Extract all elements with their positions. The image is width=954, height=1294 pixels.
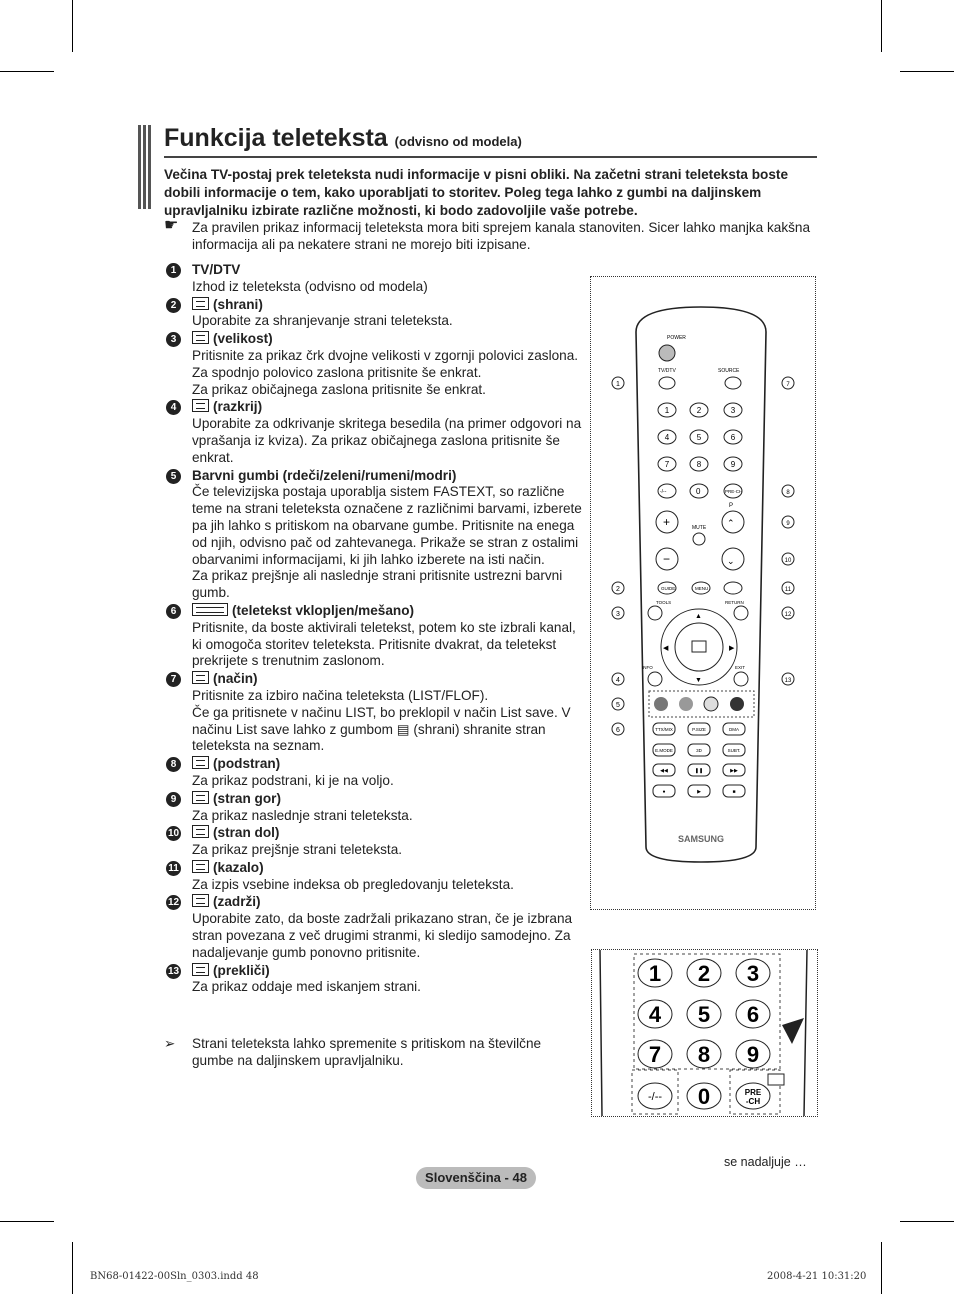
zoom-digit-1-label: 1 — [648, 961, 662, 986]
svg-text:⌄: ⌄ — [727, 556, 735, 566]
item-number-badge: 9 — [166, 792, 181, 807]
callout-13-label: 13 — [784, 678, 792, 684]
svg-text:+: + — [663, 515, 671, 529]
callout-2-label: 2 — [616, 586, 620, 593]
media-button-icon: ■ — [732, 789, 736, 795]
digit-1-label: 1 — [664, 406, 670, 415]
list-item — [164, 860, 584, 894]
crop-mark — [0, 71, 54, 72]
note-text: Za pravilen prikaz informacij teleteksta mora biti sprejem kanala stanoviten. Sicer lahko manjka kakšna informacija ali pa nekatere strani ne morejo biti izpisane. — [192, 220, 811, 252]
source-label: SOURCE — [718, 368, 740, 374]
item-description: Za prikaz prejšnje strani teleteksta. — [192, 842, 403, 858]
callout-10-label: 10 — [784, 558, 792, 564]
callout-6-label: 6 — [616, 727, 620, 734]
continued-note: se nadaljuje … — [724, 1155, 807, 1169]
crop-mark — [0, 1221, 54, 1222]
digit-6-label: 6 — [730, 433, 736, 442]
item-number-badge: 6 — [166, 604, 181, 619]
digit-0-label: 0 — [696, 487, 701, 496]
teletext-button-icon — [192, 331, 209, 344]
item-title: (velikost) — [213, 331, 273, 347]
teletext-button-icon — [192, 963, 209, 976]
callout-5-label: 5 — [616, 702, 620, 709]
crop-mark — [881, 1242, 882, 1294]
pointing-hand-icon: ☛ — [164, 217, 179, 234]
function-button-label: 3D — [696, 748, 702, 753]
list-item — [164, 468, 584, 602]
return-label: RETURN — [725, 600, 744, 605]
crop-mark — [881, 0, 882, 52]
crop-mark — [72, 0, 73, 52]
zoom-digit-2-label: 2 — [697, 961, 711, 986]
callout-7-label: 7 — [786, 382, 790, 388]
function-button-label: SUBT. — [727, 748, 741, 753]
list-item — [164, 756, 584, 790]
dash-label: -/-- — [660, 489, 667, 495]
media-button-icon: ◀◀ — [660, 768, 668, 774]
p-label: P — [729, 503, 734, 509]
remote-illustration-frame — [590, 276, 816, 910]
list-item — [164, 894, 584, 961]
footnote-text: Strani teleteksta lahko spremenite s pritiskom na številčne gumbe na daljinskem upravljalniku. — [192, 1036, 542, 1068]
digit-5-label: 5 — [696, 433, 702, 442]
item-description: Za prikaz oddaje med iskanjem strani. — [192, 979, 421, 995]
item-title: (prekliči) — [213, 962, 270, 978]
page-number-label: Slovenščina - 48 — [416, 1167, 536, 1189]
remote-control-illustration — [591, 277, 815, 909]
list-item — [164, 603, 584, 670]
imprint-date: 2008-4-21 10:31:20 — [767, 1271, 867, 1282]
zoom-digit-4-label: 4 — [648, 1002, 662, 1027]
item-number-badge: 7 — [166, 672, 181, 687]
list-item — [164, 331, 584, 398]
media-button-icon: ❚❚ — [694, 768, 704, 774]
brand-logo: SAMSUNG — [677, 834, 725, 844]
menu-label: MENU — [695, 586, 709, 591]
keypad-zoom-frame — [591, 949, 818, 1117]
item-description: Če televizijska postaja uporablja sistem FASTEXT, so različne teme na strani teleteksta označene z različnimi barvami, izberete pa jih lahko s pritiskom na obarvane gumbe. Pritisnite na enega od njih, odvisno pač od zahtevanega. Prikaže se stran z ostalimi obarvanimi informacijami, ki jih lahko izberete na isti način. — [192, 484, 582, 567]
item-title: (stran gor) — [213, 790, 281, 806]
imprint-file: BN68-01422-00Sln_0303.indd 48 — [90, 1271, 259, 1282]
zoom-digit-9-label: 9 — [746, 1042, 760, 1067]
item-description: Uporabite zato, da boste zadržali prikazano stran, če je izbrana stran povezana z več drugimi stranmi, ki sledijo samodejno. Za nadaljevanje gumb ponovno pritisnite. — [192, 911, 573, 960]
item-number-badge: 11 — [166, 861, 181, 876]
callout-8-label: 8 — [786, 490, 790, 496]
teletext-button-icon — [192, 894, 209, 907]
list-item — [164, 791, 584, 825]
callout-9-label: 9 — [786, 521, 790, 527]
teletext-button-icon — [192, 297, 209, 310]
power-label: POWER — [667, 335, 686, 341]
item-number-badge: 3 — [166, 332, 181, 347]
crop-mark — [900, 71, 954, 72]
zoom-digit-6-label: 6 — [746, 1002, 760, 1027]
item-title: (teletekst vklopljen/mešano) — [232, 602, 415, 618]
teletext-button-icon — [192, 825, 209, 838]
item-title: (shrani) — [213, 296, 263, 312]
item-description: Pritisnite za izbiro načina teleteksta (LIST/FLOF). — [192, 687, 489, 703]
keypad-zoom-illustration — [592, 950, 817, 1116]
guide-label: GUIDE — [661, 586, 676, 591]
list-item — [164, 671, 584, 755]
item-number-badge: 5 — [166, 469, 181, 484]
item-description: Pritisnite, da boste aktivirali teletekst, potem ko ste izbrali kanal, ki omogoča storitev teleteksta. Pritisnite dvakrat, da teletekst prekrijete s trenutnim zaslonom. — [192, 619, 576, 669]
digit-3-label: 3 — [730, 406, 736, 415]
item-title: TV/DTV — [192, 262, 241, 277]
item-description: Za prikaz naslednje strani teleteksta. — [192, 807, 413, 823]
item-title: (kazalo) — [213, 859, 264, 875]
digit-8-label: 8 — [696, 460, 702, 469]
item-description: Uporabite za odkrivanje skritega besedila (na primer odgovori na vprašanja iz kviza). Za prikaz običajnega zaslona pritisnite še enkrat. — [192, 416, 582, 465]
zoom-digit-3-label: 3 — [746, 961, 760, 986]
item-title: (način) — [213, 671, 258, 687]
mute-label: MUTE — [692, 525, 707, 531]
item-number-badge: 2 — [166, 298, 181, 313]
digit-4-label: 4 — [664, 433, 670, 442]
list-item — [164, 297, 584, 331]
item-number-badge: 13 — [167, 965, 180, 977]
digit-7-label: 7 — [664, 460, 670, 469]
list-item — [164, 399, 584, 466]
intro-paragraph: Večina TV-postaj prek teleteksta nudi informacije v pisni obliki. Na začetni strani teleteksta boste dobili informacije o tem, kako uporabljati to storitev. Poleg tega lahko z gumbi na daljinskem upravljalniku izbirate različne možnosti, ki bodo zadovoljile vaše potrebe. — [164, 167, 789, 218]
callout-1-label: 1 — [616, 381, 620, 388]
item-description: Za prikaz podstrani, ki je na voljo. — [192, 772, 394, 788]
teletext-button-icon — [192, 671, 209, 684]
callout-3-label: 3 — [616, 611, 620, 618]
button-description-list — [164, 262, 584, 997]
teletext-button-icon — [192, 603, 228, 616]
digit-2-label: 2 — [696, 406, 702, 415]
digit-buttons — [658, 403, 742, 471]
tools-label: TOOLS — [656, 600, 672, 605]
svg-text:◀: ◀ — [663, 645, 669, 652]
svg-text:PRE: PRE — [744, 1088, 762, 1097]
media-button-icon: ▶▶ — [730, 768, 738, 774]
function-button-label: E.MODE — [655, 748, 673, 753]
list-item — [164, 963, 584, 997]
zoom-digit-7-label: 7 — [648, 1042, 662, 1067]
item-number-badge: 8 — [166, 757, 181, 772]
item-title: (zadrži) — [213, 894, 261, 910]
callout-11-label: 11 — [784, 587, 792, 593]
svg-text:▲: ▲ — [695, 613, 702, 620]
item-title: Barvni gumbi (rdeči/zeleni/rumeni/modri) — [192, 467, 457, 483]
crop-mark — [72, 1242, 73, 1294]
item-number-badge: 12 — [167, 897, 180, 909]
teletext-button-icon — [192, 399, 209, 412]
teletext-button-icon — [192, 791, 209, 804]
arrow-icon: ➢ — [164, 1036, 176, 1051]
note — [164, 219, 814, 253]
zoom-digit-8-label: 8 — [697, 1042, 711, 1067]
callout-12-label: 12 — [784, 612, 792, 618]
item-description: Za prikaz običajnega zaslona pritisnite še enkrat. — [192, 381, 486, 397]
prech-label: PRE-CH — [725, 489, 743, 494]
info-label: INFO — [642, 665, 653, 670]
item-number-badge: 10 — [167, 828, 180, 840]
zoom-dash-label: -/-- — [647, 1091, 663, 1103]
item-description: Uporabite za shranjevanje strani teleteksta. — [192, 313, 453, 329]
item-description: Izhod iz teleteksta (odvisno od modela) — [192, 278, 428, 294]
callout-4-label: 4 — [616, 677, 620, 684]
exit-label: EXIT — [735, 665, 746, 670]
svg-text:−: − — [663, 552, 671, 566]
page-title: Funkcija teleteksta (odvisno od modela) — [164, 124, 522, 152]
teletext-button-icon — [192, 756, 209, 769]
item-number-badge: 1 — [166, 263, 181, 278]
zoom-digit-5-label: 5 — [697, 1002, 711, 1027]
item-number-badge: 4 — [166, 400, 181, 415]
function-button-label: DMA — [729, 727, 739, 732]
tvdtv-label: TV/DTV — [658, 368, 676, 374]
teletext-button-icon — [192, 860, 209, 873]
item-title: (razkrij) — [213, 399, 263, 415]
item-description: Za izpis vsebine indeksa ob pregledovanju teleteksta. — [192, 876, 514, 892]
svg-text:⌃: ⌃ — [727, 518, 735, 528]
list-item — [164, 262, 584, 296]
media-button-icon: ● — [662, 789, 666, 795]
svg-text:▼: ▼ — [695, 677, 702, 684]
zoom-digit-0: 0 — [697, 1084, 711, 1109]
function-button-label: P.SIZE — [692, 727, 706, 732]
digit-9-label: 9 — [730, 460, 736, 469]
item-title: (stran dol) — [213, 825, 280, 841]
item-description: Pritisnite za prikaz črk dvojne velikosti v zgornji polovici zaslona. Za spodnjo polovico zaslona pritisnite še enkrat. — [192, 347, 579, 380]
list-item — [164, 825, 584, 859]
title-decoration — [138, 125, 152, 209]
page-subtitle: (odvisno od modela) — [394, 134, 522, 149]
item-description: Za prikaz prejšnje ali naslednje strani pritisnite ustrezni barvni gumb. — [192, 568, 563, 601]
media-button-icon: ▶ — [697, 789, 701, 795]
item-title: (podstran) — [213, 756, 281, 772]
footnote — [164, 1035, 564, 1069]
title-rule — [164, 156, 817, 158]
function-button-label: TTX/MIX — [655, 727, 673, 732]
item-description: Če ga pritisnete v načinu LIST, bo preklopil v način List save. V načinu List save lahko z gumbom ▤ (shrani) shranite stran teleteksta na seznam. — [192, 704, 571, 754]
svg-text:▶: ▶ — [729, 645, 735, 652]
crop-mark — [900, 1221, 954, 1222]
svg-text:-CH: -CH — [745, 1097, 761, 1106]
